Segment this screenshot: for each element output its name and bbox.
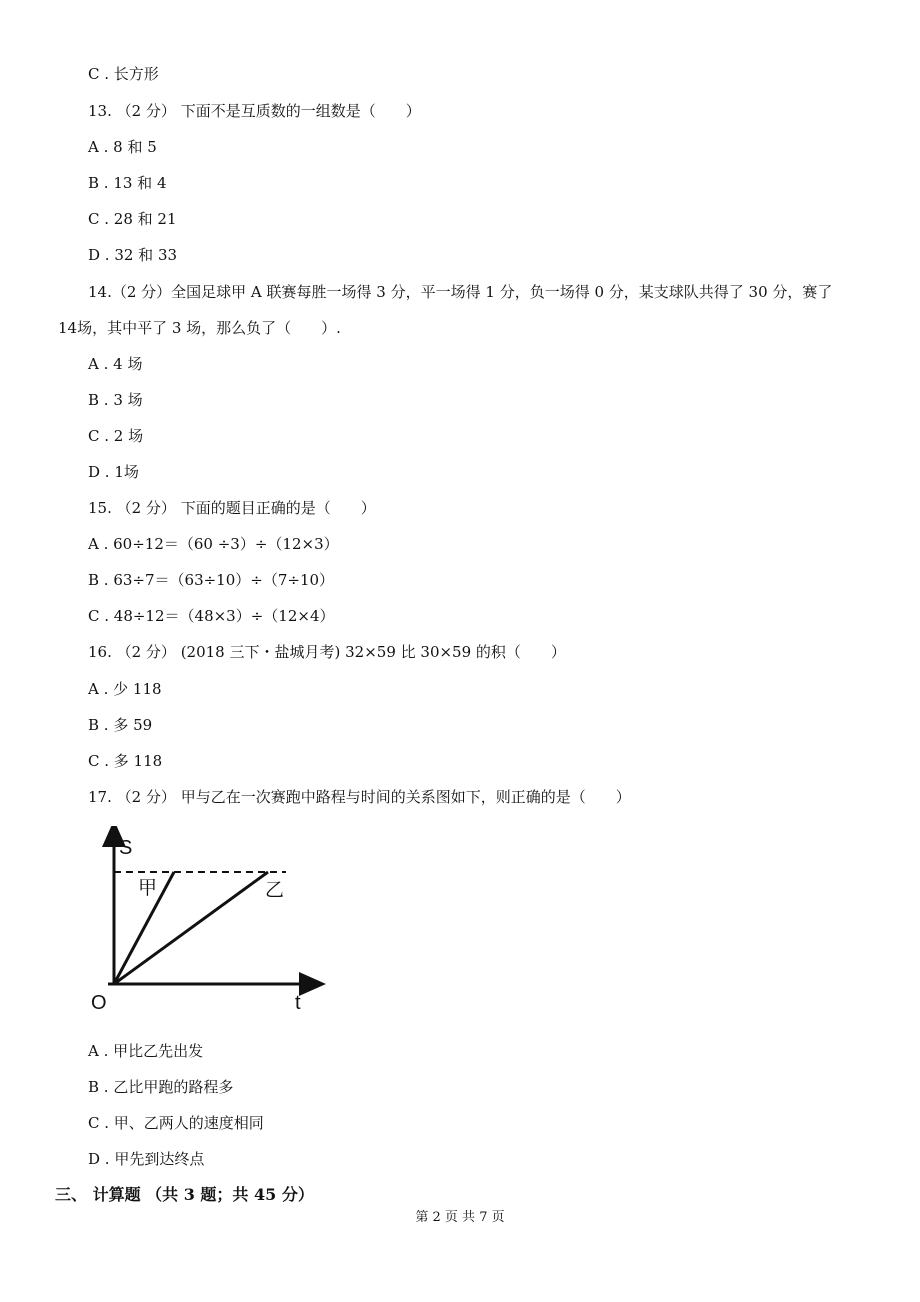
q13-option-d: D . 32 和 33	[88, 246, 178, 264]
origin-label: O	[91, 992, 107, 1014]
q17-stem: 17. （2 分） 甲与乙在一次赛跑中路程与时间的关系图如下，则正确的是（ ）	[88, 788, 631, 806]
q14-stem-line1: 14.（2 分）全国足球甲 A 联赛每胜一场得 3 分，平一场得 1 分，负一场得 0 分，某支球队共得了 30 分，赛了	[88, 283, 833, 301]
q16-stem: 16. （2 分） (2018 三下・盐城月考) 32×59 比 30×59 的积（ ）	[88, 643, 566, 661]
q13-option-c: C . 28 和 21	[88, 210, 177, 228]
q16-option-c: C . 多 118	[88, 752, 163, 770]
q15-option-b: B . 63÷7＝（63÷10）÷（7÷10）	[88, 571, 335, 589]
q17-option-a: A . 甲比乙先出发	[88, 1042, 204, 1060]
q17-option-c: C . 甲、乙两人的速度相同	[88, 1114, 264, 1132]
q12-option-c: C . 长方形	[88, 65, 159, 83]
q14-option-c: C . 2 场	[88, 427, 144, 445]
q17-option-d: D . 甲先到达终点	[88, 1150, 205, 1168]
line-yi-label: 乙	[265, 879, 285, 901]
q17-option-b: B . 乙比甲跑的路程多	[88, 1078, 234, 1096]
q16-option-a: A . 少 118	[88, 680, 162, 698]
q13-stem: 13. （2 分） 下面不是互质数的一组数是（ ）	[88, 102, 421, 120]
q13-option-a: A . 8 和 5	[88, 138, 157, 156]
page-footer: 第 2 页 共 7 页	[415, 1210, 505, 1225]
q14-stem-line2: 14场，其中平了 3 场，那么负了（ ）.	[58, 319, 341, 337]
x-axis-label: t	[295, 992, 301, 1014]
y-axis-label: S	[119, 837, 133, 859]
q13-option-b: B . 13 和 4	[88, 174, 167, 192]
q15-stem: 15. （2 分） 下面的题目正确的是（ ）	[88, 499, 376, 517]
q14-option-b: B . 3 场	[88, 391, 143, 409]
q16-option-b: B . 多 59	[88, 716, 153, 734]
q14-option-a: A . 4 场	[88, 355, 143, 373]
q15-option-a: A . 60÷12＝（60 ÷3）÷（12×3）	[88, 535, 339, 553]
section-3-heading: 三、 计算题 （共 3 题；共 45 分）	[55, 1185, 314, 1204]
distance-time-graph	[88, 826, 328, 1016]
q14-option-d: D . 1场	[88, 463, 139, 481]
line-jia-label: 甲	[138, 877, 158, 899]
q15-option-c: C . 48÷12＝（48×3）÷（12×4）	[88, 607, 335, 625]
